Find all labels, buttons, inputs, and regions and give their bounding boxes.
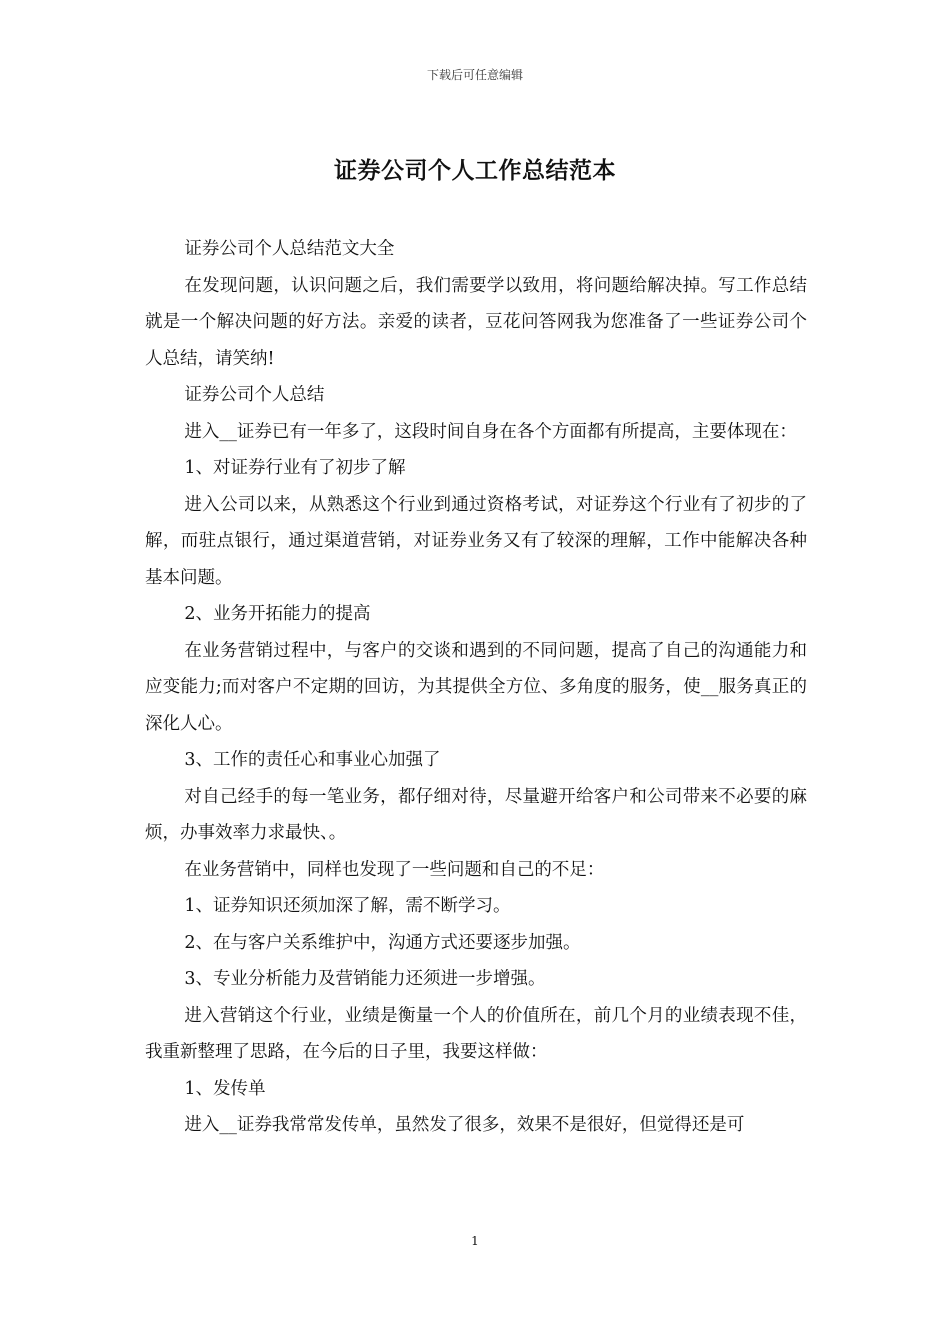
paragraph: 证券公司个人总结 <box>184 385 325 405</box>
paragraph: 在业务营销过程中，与客户的交谈和遇到的不同问题，提高了自己的沟通能力和应变能力;而对客户不定期的回访，为其提供全方位、多角度的服务，使__服务真正的深化人心。 <box>145 640 807 734</box>
paragraph: 2、业务开拓能力的提高 <box>184 604 371 624</box>
paragraph: 在发现问题，认识问题之后，我们需要学以致用，将问题给解决掉。写工作总结就是一个解决问题的好方法。亲爱的读者，豆花问答网我为您准备了一些证券公司个人总结，请笑纳! <box>145 275 807 369</box>
paragraph: 2、在与客户关系维护中，沟通方式还要逐步加强。 <box>184 932 581 953</box>
paragraph: 进入公司以来，从熟悉这个行业到通过资格考试，对证券这个行业有了初步的了解，而驻点银行，通过渠道营销，对证券业务又有了较深的理解，工作中能解决各种基本问题。 <box>145 494 807 588</box>
document-body <box>145 231 807 1144</box>
paragraph: 1、对证券行业有了初步了解 <box>184 458 406 478</box>
paragraph: 1、发传单 <box>184 1078 266 1099</box>
paragraph: 进入__证券我常常发传单，虽然发了很多，效果不是很好，但觉得还是可 <box>184 1115 745 1135</box>
page-header-note: 下载后可任意编辑 <box>426 68 523 82</box>
document-title: 证券公司个人工作总结范本 <box>334 157 616 184</box>
paragraph: 在业务营销中，同样也发现了一些问题和自己的不足： <box>184 859 605 880</box>
paragraph: 进入__证券已有一年多了，这段时间自身在各个方面都有所提高，主要体现在： <box>184 421 797 442</box>
paragraph: 1、证券知识还须加深了解，需不断学习。 <box>184 896 511 916</box>
paragraph: 对自己经手的每一笔业务，都仔细对待，尽量避开给客户和公司带来不必要的麻烦，办事效率力求最快、。 <box>145 786 807 843</box>
paragraph: 进入营销这个行业，业绩是衡量一个人的价值所在，前几个月的业绩表现不佳，我重新整理了思路，在今后的日子里，我要这样做： <box>145 1005 807 1062</box>
paragraph: 证券公司个人总结范文大全 <box>184 239 395 259</box>
page-number: 1 <box>471 1234 479 1248</box>
paragraph: 3、专业分析能力及营销能力还须进一步增强。 <box>184 969 546 989</box>
paragraph: 3、工作的责任心和事业心加强了 <box>184 750 441 770</box>
